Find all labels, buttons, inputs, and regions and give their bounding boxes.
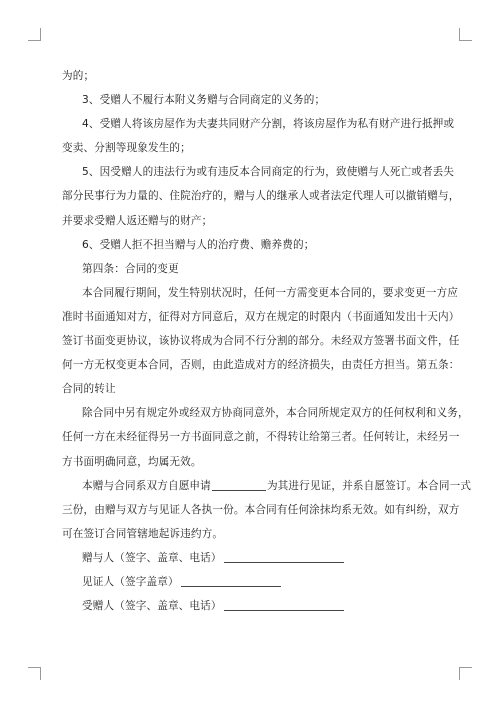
article-5-heading: 合同的转让 (62, 383, 116, 396)
clause-4-line-1: 4、受赠人将该房屋作为夫妻共同财产分割，将该房屋作为私有财产进行抵押或 (82, 118, 455, 131)
clause-3: 3、受赠人不履行本附义务赠与合同商定的义务的； (82, 94, 326, 107)
article-5-line-2: 任何一方在未经征得另一方书面同意之前，不得转让给第三者。任何转让，未经另一 (62, 431, 460, 444)
crop-mark-bottom-right (459, 667, 472, 680)
text-line: 为的； (62, 70, 95, 82)
witness-signature-label: 见证人（签字盖章） (82, 575, 179, 588)
article-5-line-1: 除合同中另有规定外或经双方协商同意外，本合同所规定双方的任何权利和义务， (82, 407, 469, 420)
donee-signature-label: 受赠人（签字、盖章、电话） (82, 600, 222, 613)
closing-text-a: 本赠与合同系双方自愿申请 (82, 479, 211, 492)
crop-mark-bottom-left (28, 667, 41, 680)
article-4-line-1: 本合同履行期间，发生特别状况时，任何一方需变更本合同的，要求变更一方应 (82, 286, 459, 299)
donor-signature-label: 赠与人（签字、盖章、电话） (82, 551, 222, 564)
closing-line-3: 可在签订合同管辖地起诉违约方。 (62, 527, 224, 540)
article-4-heading: 第四条：合同的变更 (82, 262, 179, 275)
donor-signature-blank[interactable] (224, 550, 344, 563)
donee-signature-blank[interactable] (224, 598, 344, 611)
clause-4-line-2: 变卖、分割等现象发生的； (62, 142, 191, 155)
article-4-line-4: 何一方无权变更本合同，否则，由此造成对方的经济损失，由责任方担当。第五条： (62, 359, 460, 372)
closing-line-1 (62, 474, 472, 498)
witness-signature-blank[interactable] (181, 574, 281, 587)
closing-line-2: 三份，由赠与双方与见证人各执一份。本合同有任何涂抹均系无效。如有纠纷，双方 (62, 503, 460, 516)
crop-mark-top-left (28, 28, 41, 41)
article-4-line-2: 准时书面通知对方，征得对方同意后，双方在规定的时限内（书面通知发出十天内） (62, 310, 460, 323)
witness-name-blank[interactable] (212, 478, 266, 491)
witness-signature-line (62, 570, 444, 594)
article-5-line-3: 方书面明确同意，均属无效。 (62, 455, 202, 468)
clause-5-line-3: 并要求受赠人返还赠与的财产； (62, 214, 213, 227)
closing-text-b: 为其进行见证，并系自愿签订。本合同一式 (266, 479, 472, 492)
donee-signature-line (62, 594, 444, 618)
clause-5-line-1: 5、因受赠人的违法行为或有违反本合同商定的行为，致使赠与人死亡或者丢失 (82, 166, 455, 179)
crop-mark-top-right (459, 28, 472, 41)
donor-signature-line (62, 546, 444, 570)
clause-6: 6、受赠人拒不担当赠与人的治疗费、赡养费的； (82, 238, 315, 251)
article-4-line-3: 签订书面变更协议，该协议将成为合同不行分割的部分。未经双方签署书面文件，任 (62, 335, 460, 348)
document-body (62, 64, 472, 618)
clause-5-line-2: 部分民事行为力量的、住院治疗的，赠与人的继承人或者法定代理人可以撤销赠与， (62, 190, 460, 203)
